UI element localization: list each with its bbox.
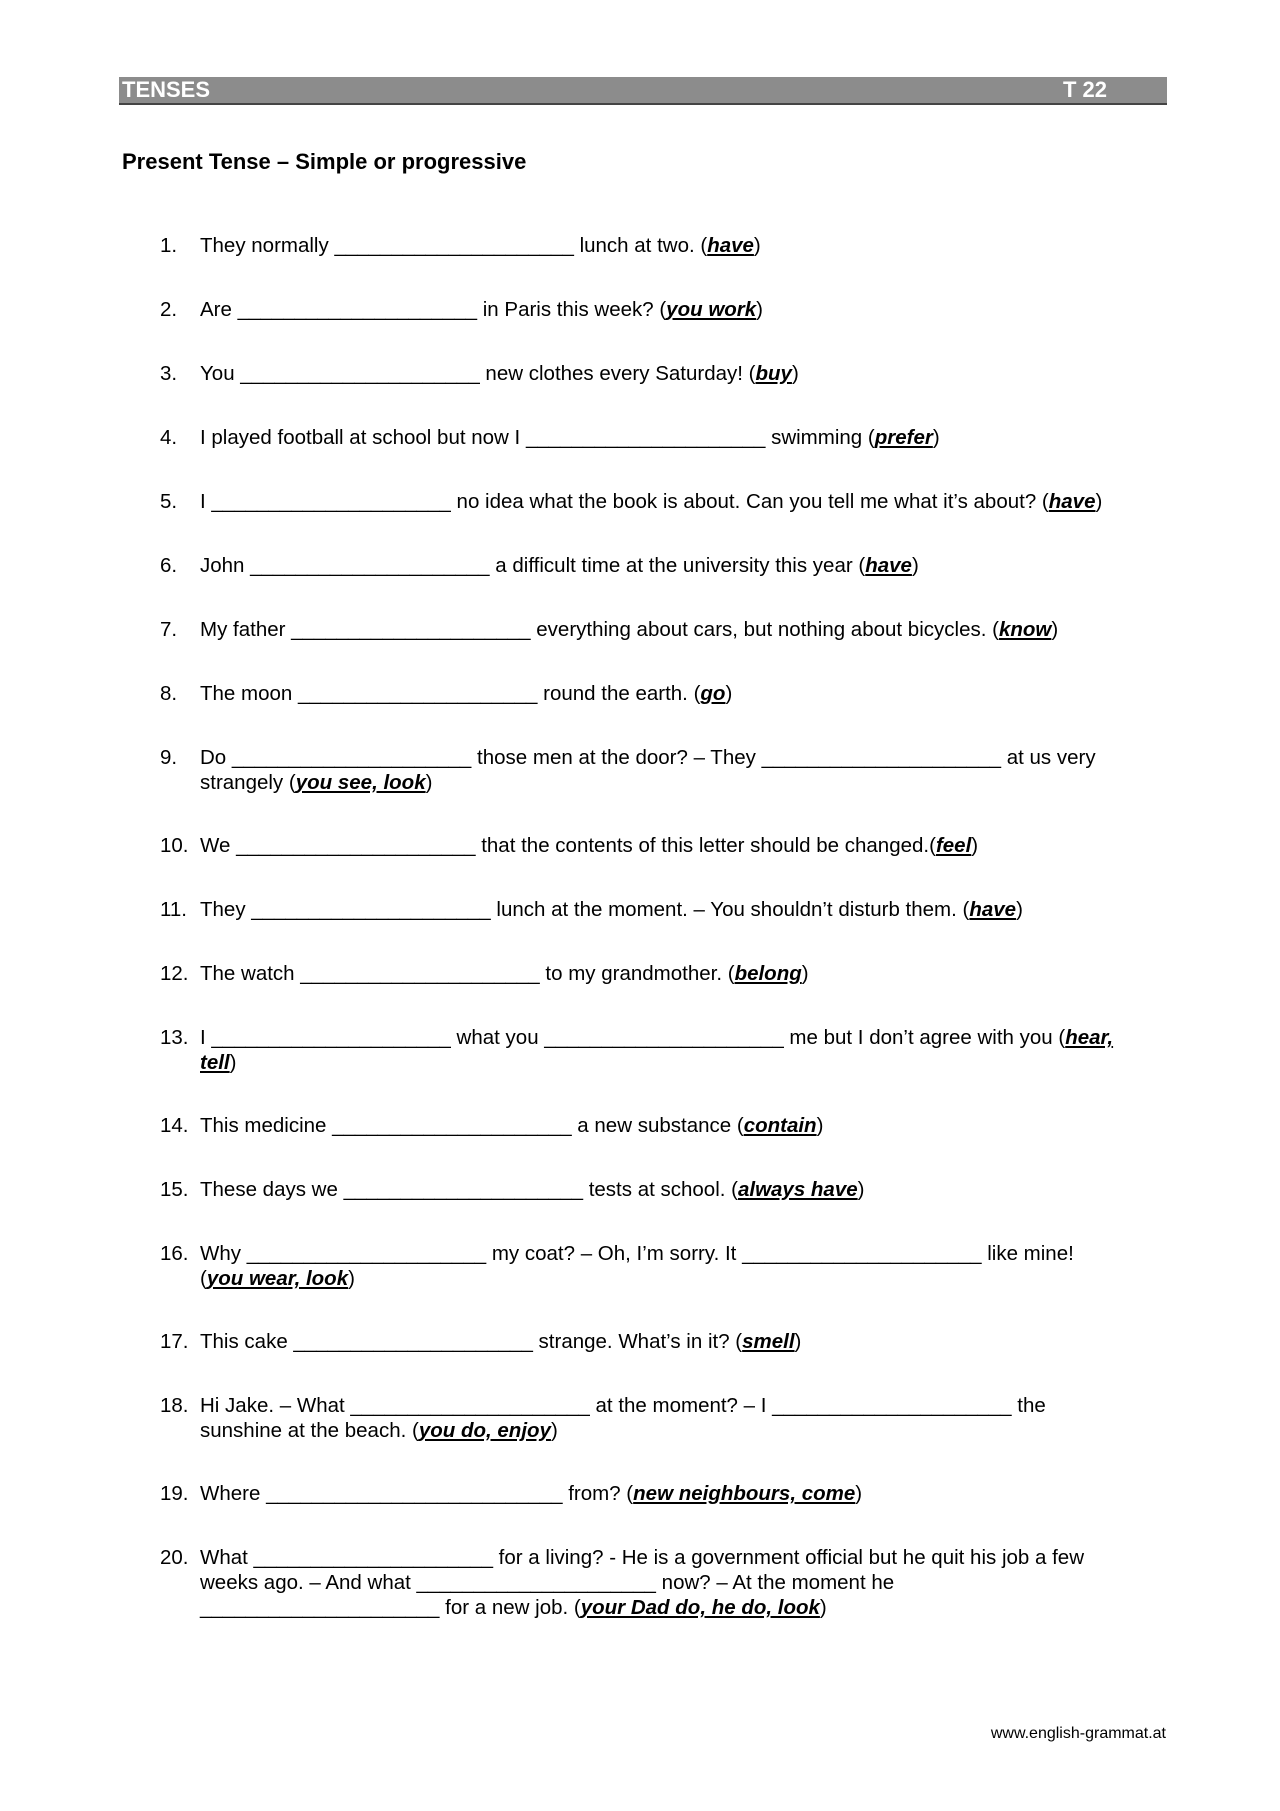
item-text-segment: ) xyxy=(791,362,799,385)
item-line xyxy=(200,897,1170,922)
item-text xyxy=(200,1025,1170,1075)
item-line xyxy=(200,297,1170,322)
verb-hint: feel xyxy=(935,834,972,857)
item-line xyxy=(200,833,1170,858)
answer-blank[interactable]: _____________________ xyxy=(525,426,766,449)
answer-blank[interactable]: _____________________ xyxy=(253,1546,493,1569)
answer-blank[interactable]: _____________________ xyxy=(334,234,574,257)
item-line xyxy=(200,1329,1170,1354)
item-text-segment: Why xyxy=(200,1242,247,1265)
footer-url: www.english-grammat.at xyxy=(990,1725,1166,1742)
item-line xyxy=(200,961,1170,986)
item-text-segment: These days we xyxy=(200,1178,344,1201)
item-text-segment: The watch xyxy=(200,962,301,985)
item-text xyxy=(200,1241,1170,1291)
item-text xyxy=(200,897,1170,922)
item-text-segment: ) xyxy=(932,426,940,449)
item-text-segment: ) xyxy=(794,1330,802,1353)
verb-hint: know xyxy=(998,618,1052,641)
item-text xyxy=(200,1113,1170,1138)
item-line xyxy=(200,1570,1170,1595)
item-text-segment: John xyxy=(200,554,251,577)
answer-blank[interactable]: _____________________ xyxy=(343,1178,584,1201)
verb-hint: always have xyxy=(737,1178,858,1201)
answer-blank[interactable]: _____________________ xyxy=(298,682,538,705)
item-number: 18. xyxy=(160,1394,189,1417)
item-line xyxy=(200,1545,1170,1570)
item-text-segment: Hi Jake. – What xyxy=(200,1394,351,1417)
item-text-segment: The moon xyxy=(200,682,298,705)
item-text-segment: ) xyxy=(855,1482,863,1505)
verb-hint: you do, enjoy xyxy=(418,1419,551,1442)
item-text-segment: ) xyxy=(971,834,979,857)
item-text xyxy=(200,297,1170,322)
item-text-segment: ( xyxy=(200,1267,207,1290)
answer-blank[interactable]: _____________________ xyxy=(761,746,1002,769)
item-line xyxy=(200,1266,1170,1291)
item-number: 3. xyxy=(160,362,178,385)
item-text-segment: tests at school. ( xyxy=(583,1178,738,1201)
item-number: 13. xyxy=(160,1026,189,1049)
answer-blank[interactable]: _____________________ xyxy=(236,834,476,857)
item-line xyxy=(200,1393,1170,1418)
answer-blank[interactable]: _____________________ xyxy=(742,1242,982,1265)
item-text xyxy=(200,833,1170,858)
verb-hint: go xyxy=(700,682,726,705)
item-text-segment: I xyxy=(200,490,212,513)
item-text-segment: lunch at two. ( xyxy=(573,234,708,257)
answer-blank[interactable]: _____________________ xyxy=(772,1394,1012,1417)
answer-blank[interactable]: _____________________ xyxy=(211,490,451,513)
item-text-segment: the xyxy=(1011,1394,1046,1417)
item-number: 15. xyxy=(160,1178,189,1201)
item-text-segment: a new substance ( xyxy=(571,1114,744,1137)
item-text-segment: from? ( xyxy=(562,1482,634,1505)
item-text xyxy=(200,489,1170,514)
verb-hint: smell xyxy=(742,1330,795,1353)
answer-blank[interactable]: _____________________ xyxy=(416,1571,656,1594)
item-text-segment: This cake xyxy=(200,1330,294,1353)
item-line xyxy=(200,1481,1170,1506)
item-text-segment: in Paris this week? ( xyxy=(477,298,667,321)
item-text-segment: ) xyxy=(756,298,763,321)
item-text-segment: ) xyxy=(1016,898,1023,921)
item-text-segment: what you xyxy=(450,1026,545,1049)
verb-hint: you see, look xyxy=(295,771,426,794)
answer-blank[interactable]: _____________________ xyxy=(240,362,480,385)
verb-hint: contain xyxy=(743,1114,817,1137)
item-line xyxy=(200,745,1170,770)
item-text-segment: to my grandmother. ( xyxy=(539,962,735,985)
answer-blank[interactable]: _____________________ xyxy=(251,898,491,921)
item-number: 9. xyxy=(160,746,178,769)
item-text-segment: now? – At the moment he xyxy=(655,1571,895,1594)
header-bar xyxy=(119,77,1167,105)
item-text-segment: Are xyxy=(200,298,238,321)
item-text xyxy=(200,961,1170,986)
item-line xyxy=(200,233,1170,258)
answer-blank[interactable]: _____________________ xyxy=(200,1596,440,1619)
page-title: Present Tense – Simple or progressive xyxy=(122,149,527,174)
item-text-segment: swimming ( xyxy=(765,426,875,449)
answer-blank[interactable]: _____________________ xyxy=(300,962,540,985)
item-number: 10. xyxy=(160,834,189,857)
item-text-segment: a difficult time at the university this year ( xyxy=(489,554,866,577)
item-text-segment: lunch at the moment. – You shouldn’t disturb them. ( xyxy=(490,898,970,921)
verb-hint: hear, xyxy=(1065,1026,1114,1049)
item-text-segment: ) xyxy=(1051,618,1059,641)
verb-hint: you work xyxy=(666,298,757,321)
item-text-segment: ) xyxy=(819,1596,827,1619)
answer-blank[interactable]: _____________________ xyxy=(293,1330,533,1353)
item-text-segment: This medicine xyxy=(200,1114,333,1137)
item-text-segment: ) xyxy=(753,234,761,257)
item-text xyxy=(200,1481,1170,1506)
item-line xyxy=(200,1177,1170,1202)
answer-blank[interactable]: _____________________ xyxy=(291,618,531,641)
item-text-segment: for a living? - He is a government official but he quit his job a few xyxy=(492,1546,1085,1569)
item-text-segment: at the moment? – I xyxy=(589,1394,773,1417)
item-line xyxy=(200,489,1170,514)
item-text-segment: What xyxy=(200,1546,254,1569)
item-number: 11. xyxy=(160,898,187,921)
answer-blank[interactable]: _____________________ xyxy=(211,1026,451,1049)
item-text-segment: weeks ago. – And what xyxy=(200,1571,417,1594)
item-line xyxy=(200,425,1170,450)
item-text-segment: ) xyxy=(801,962,809,985)
item-text-segment: We xyxy=(200,834,237,857)
item-number: 16. xyxy=(160,1242,189,1265)
item-text xyxy=(200,425,1170,450)
item-line xyxy=(200,681,1170,706)
item-text-segment: no idea what the book is about. Can you tell me what it’s about? ( xyxy=(450,490,1049,513)
item-text-segment: new clothes every Saturday! ( xyxy=(479,362,756,385)
item-text xyxy=(200,1329,1170,1354)
item-number: 6. xyxy=(160,554,178,577)
item-text-segment: They xyxy=(200,898,252,921)
answer-blank[interactable]: _____________________ xyxy=(250,554,490,577)
item-text-segment: ) xyxy=(911,554,919,577)
item-number: 1. xyxy=(160,234,178,257)
item-text xyxy=(200,1393,1170,1443)
item-text-segment: ) xyxy=(229,1051,237,1074)
verb-hint: prefer xyxy=(874,426,933,449)
answer-blank[interactable]: _____________________ xyxy=(544,1026,784,1049)
item-text-segment: ) xyxy=(725,682,733,705)
header-code: T 22 xyxy=(1062,77,1107,102)
item-number: 19. xyxy=(160,1482,189,1505)
item-number: 14. xyxy=(160,1114,189,1137)
item-text-segment: I played football at school but now I xyxy=(200,426,526,449)
item-line xyxy=(200,361,1170,386)
answer-blank[interactable]: _____________________ xyxy=(246,1242,487,1265)
item-number: 2. xyxy=(160,298,178,321)
item-text xyxy=(200,681,1170,706)
item-line xyxy=(200,1241,1170,1266)
item-line xyxy=(200,770,1170,795)
item-number: 8. xyxy=(160,682,178,705)
item-text xyxy=(200,617,1170,642)
answer-blank[interactable]: _____________________ xyxy=(231,746,472,769)
item-number: 12. xyxy=(160,962,189,985)
item-text-segment: those men at the door? – They xyxy=(471,746,762,769)
item-number: 20. xyxy=(160,1546,189,1569)
verb-hint: new neighbours, come xyxy=(633,1482,856,1505)
item-text-segment: everything about cars, but nothing about bicycles. ( xyxy=(530,618,999,641)
item-text-segment: that the contents of this letter should be changed.( xyxy=(475,834,936,857)
item-text-segment: strangely ( xyxy=(200,771,296,794)
item-text-segment: They normally xyxy=(200,234,335,257)
verb-hint: your Dad do, he do, look xyxy=(580,1596,820,1619)
item-text-segment: ) xyxy=(1095,490,1103,513)
item-text xyxy=(200,745,1170,795)
item-text-segment: my coat? – Oh, I’m sorry. It xyxy=(486,1242,743,1265)
item-text-segment: Do xyxy=(200,746,232,769)
answer-blank[interactable]: __________________________ xyxy=(266,1482,563,1505)
item-text-segment: round the earth. ( xyxy=(537,682,701,705)
header-title: TENSES xyxy=(122,77,211,102)
item-line xyxy=(200,1595,1170,1620)
verb-hint: tell xyxy=(200,1051,230,1074)
item-line xyxy=(200,1113,1170,1138)
verb-hint: have xyxy=(707,234,754,257)
answer-blank[interactable]: _____________________ xyxy=(237,298,478,321)
item-text xyxy=(200,233,1170,258)
verb-hint: have xyxy=(865,554,912,577)
item-text xyxy=(200,1177,1170,1202)
verb-hint: buy xyxy=(755,362,792,385)
item-text-segment: ) xyxy=(348,1267,355,1290)
item-text-segment: My father xyxy=(200,618,292,641)
item-line xyxy=(200,617,1170,642)
answer-blank[interactable]: _____________________ xyxy=(350,1394,590,1417)
item-line xyxy=(200,1050,1170,1075)
item-text xyxy=(200,361,1170,386)
item-text-segment: for a new job. ( xyxy=(439,1596,581,1619)
answer-blank[interactable]: _____________________ xyxy=(332,1114,572,1137)
item-text xyxy=(200,553,1170,578)
item-text xyxy=(200,1545,1170,1620)
item-text-segment: ) xyxy=(857,1178,865,1201)
item-text-segment: Where xyxy=(200,1482,267,1505)
item-text-segment: sunshine at the beach. ( xyxy=(200,1419,419,1442)
verb-hint: belong xyxy=(734,962,802,985)
item-text-segment: me but I don’t agree with you ( xyxy=(783,1026,1066,1049)
item-text-segment: I xyxy=(200,1026,212,1049)
verb-hint: you wear, look xyxy=(206,1267,349,1290)
item-text-segment: ) xyxy=(425,771,433,794)
item-text-segment: You xyxy=(200,362,241,385)
item-number: 17. xyxy=(160,1330,189,1353)
item-number: 7. xyxy=(160,618,178,641)
item-line xyxy=(200,1418,1170,1443)
item-number: 5. xyxy=(160,490,178,513)
item-line xyxy=(200,553,1170,578)
item-text-segment: strange. What’s in it? ( xyxy=(532,1330,743,1353)
verb-hint: have xyxy=(969,898,1017,921)
item-text-segment: ) xyxy=(550,1419,558,1442)
verb-hint: have xyxy=(1048,490,1096,513)
item-text-segment: at us very xyxy=(1001,746,1096,769)
item-number: 4. xyxy=(160,426,178,449)
item-text-segment: like mine! xyxy=(981,1242,1074,1265)
item-text-segment: ) xyxy=(816,1114,824,1137)
item-line xyxy=(200,1025,1170,1050)
